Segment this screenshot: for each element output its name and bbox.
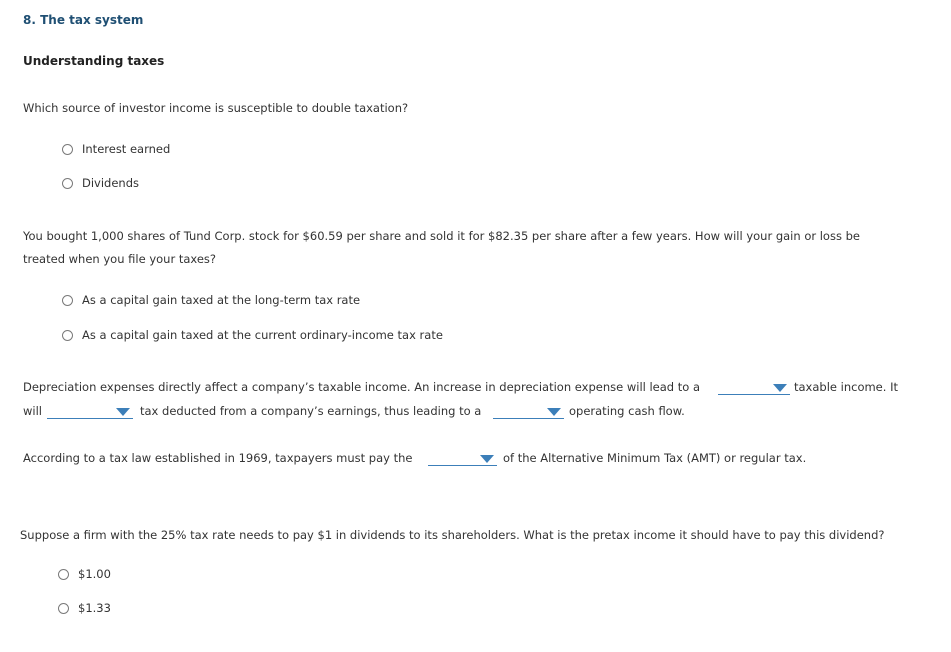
q3-dropdown-income[interactable] — [718, 381, 790, 395]
radio-button-icon[interactable] — [62, 144, 73, 155]
caret-down-icon — [116, 408, 130, 416]
q3-text-part1: Depreciation expenses directly affect a company’s taxable income. An increase in depreciation expense will lead to a — [23, 380, 701, 394]
q1-option-dividends[interactable] — [62, 176, 139, 190]
q1-option-label: Dividends — [82, 176, 140, 190]
q2-option-ordinary[interactable] — [62, 328, 443, 342]
q1-prompt: Which source of investor income is susceptible to double taxation? — [23, 101, 409, 115]
q5-option-label: $1.33 — [78, 601, 111, 615]
q5-option-label: $1.00 — [78, 567, 111, 581]
q3-text-part5: operating cash flow. — [569, 404, 685, 418]
q2-prompt-line2: treated when you file your taxes? — [23, 252, 217, 266]
q2-option-long-term[interactable] — [62, 293, 360, 307]
radio-button-icon[interactable] — [62, 178, 73, 189]
q4-text-part1: According to a tax law established in 1969, taxpayers must pay the — [23, 451, 413, 465]
q5-option-1-33[interactable] — [58, 601, 111, 615]
q1-option-label: Interest earned — [82, 142, 171, 156]
q5-option-1-00[interactable] — [58, 567, 111, 581]
q3-text-part4: tax deducted from a company’s earnings, thus leading to a — [140, 404, 482, 418]
caret-down-icon — [480, 455, 494, 463]
q1-option-interest[interactable] — [62, 142, 170, 156]
q3-dropdown-cash-flow[interactable] — [493, 405, 564, 419]
q4-text-part2: of the Alternative Minimum Tax (AMT) or regular tax. — [503, 451, 807, 465]
radio-button-icon[interactable] — [58, 569, 69, 580]
q3-text-part2: taxable income. It — [794, 380, 898, 394]
radio-button-icon[interactable] — [62, 330, 73, 341]
caret-down-icon — [773, 384, 787, 392]
caret-down-icon — [547, 408, 561, 416]
q3-text-part3: will — [23, 404, 42, 418]
q2-prompt-line1: You bought 1,000 shares of Tund Corp. stock for $60.59 per share and sold it for $82.35 per share after a few years. How will your gain or loss be — [23, 229, 860, 243]
radio-button-icon[interactable] — [58, 603, 69, 614]
q2-option-label: As a capital gain taxed at the long-term tax rate — [82, 293, 361, 307]
page-subtitle: Understanding taxes — [23, 54, 165, 68]
q5-prompt: Suppose a firm with the 25% tax rate needs to pay $1 in dividends to its shareholders. What is the pretax income it should have to pay this dividend? — [20, 528, 885, 542]
q2-option-label: As a capital gain taxed at the current ordinary-income tax rate — [82, 328, 443, 342]
q4-dropdown-amt[interactable] — [428, 452, 497, 466]
radio-button-icon[interactable] — [62, 295, 73, 306]
q3-dropdown-tax[interactable] — [47, 405, 133, 419]
section-title: 8. The tax system — [23, 13, 144, 27]
